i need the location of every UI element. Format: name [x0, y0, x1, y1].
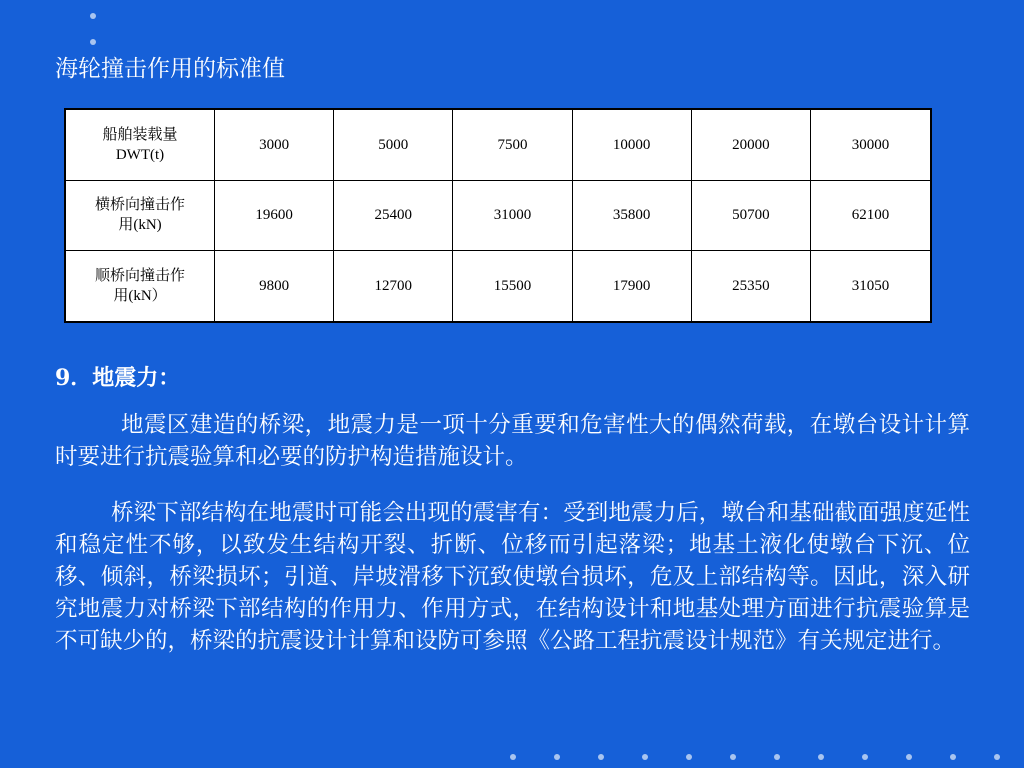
- decor-dot: [730, 754, 736, 760]
- table-cell: 25350: [691, 251, 810, 322]
- section-title: 9．地震力：: [55, 365, 181, 391]
- row-header-line: 船舶装载量: [102, 126, 178, 143]
- paragraph-seismic-intro: 地震区建造的桥梁，地震力是一项十分重要和危害性大的偶然荷载，在墩台设计计算时要进行抗震验算和必要的防护构造措施设计。: [55, 412, 970, 470]
- decor-dot: [90, 13, 96, 19]
- table-cell: 15500: [453, 251, 572, 322]
- row-header-line: 用(kN）: [113, 288, 167, 305]
- table-cell: 7500: [453, 109, 572, 180]
- decor-dot: [950, 754, 956, 760]
- decor-dot: [598, 754, 604, 760]
- table-cell: 5000: [334, 109, 453, 180]
- table-cell: 9800: [215, 251, 334, 322]
- table-cell: 62100: [810, 180, 931, 250]
- table-cell: 25400: [334, 180, 453, 250]
- table-cell: 31000: [453, 180, 572, 250]
- decor-dot: [686, 754, 692, 760]
- decor-dot: [774, 754, 780, 760]
- table-cell: 10000: [572, 109, 691, 180]
- table-cell: 20000: [691, 109, 810, 180]
- decor-dot: [554, 754, 560, 760]
- decor-dot: [510, 754, 516, 760]
- table-row: [65, 180, 931, 250]
- decor-dot: [642, 754, 648, 760]
- row-header-line: 顺桥向撞击作: [94, 268, 185, 285]
- row-header-cell: [65, 180, 215, 250]
- row-header-line: 横桥向撞击作: [94, 197, 185, 214]
- row-header-line: 用(kN): [118, 217, 162, 234]
- decor-dot: [90, 39, 96, 45]
- table-cell: 3000: [215, 109, 334, 180]
- row-header-cell: [65, 109, 215, 180]
- table-cell: 12700: [334, 251, 453, 322]
- table-cell: 17900: [572, 251, 691, 322]
- table-cell: 50700: [691, 180, 810, 250]
- page-heading: 海轮撞击作用的标准值: [55, 56, 285, 82]
- row-header-line: DWT(t): [115, 146, 165, 163]
- table-cell: 30000: [810, 109, 931, 180]
- decor-dot: [994, 754, 1000, 760]
- paragraph-seismic-damage: 桥梁下部结构在地震时可能会出现的震害有：受到地震力后，墩台和基础截面强度延性和稳定性不够，以致发生结构开裂、折断、位移而引起落梁；地基土液化使墩台下沉、位移、倾斜，桥梁损坏；引道、岸坡滑移下沉致使墩台损坏，危及上部结构等。因此，深入研究地震力对桥梁下部结构的作用力、作用方式，在结构设计和地基处理方面进行抗震验算是不可缺少的，桥梁的抗震设计计算和设防可参照《公路工程抗震设计规范》有关规定进行。: [55, 500, 970, 654]
- table-row: [65, 251, 931, 322]
- table-cell: 31050: [810, 251, 931, 322]
- table-cell: 35800: [572, 180, 691, 250]
- table-row: [65, 109, 931, 180]
- row-header-cell: [65, 251, 215, 322]
- table-cell: 19600: [215, 180, 334, 250]
- collision-force-table: [64, 108, 932, 323]
- decor-dot: [862, 754, 868, 760]
- decor-dot: [818, 754, 824, 760]
- decor-dot: [906, 754, 912, 760]
